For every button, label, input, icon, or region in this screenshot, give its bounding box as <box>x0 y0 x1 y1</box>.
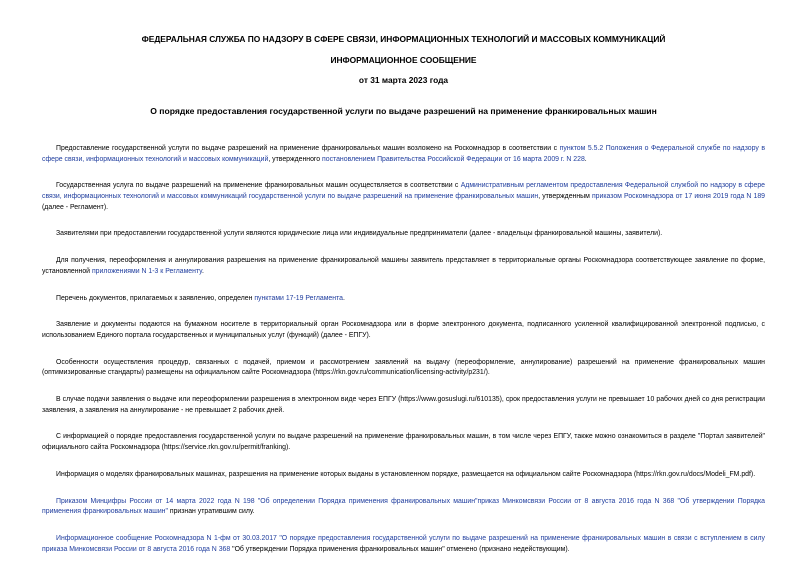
text: , утвержденным <box>538 192 592 200</box>
text: . <box>584 155 587 163</box>
paragraph-9 <box>42 432 765 453</box>
text: Заявителями при предоставлении государственной услуги являются юридические лица или индивидуальные предприниматели (далее - владельцы франкировальной машины, заявители). <box>56 230 663 238</box>
paragraph-11 <box>42 497 765 518</box>
paragraph-3 <box>42 229 765 240</box>
text: Государственная услуга по выдаче разрешений на применение франкировальных машин осуществляется в соответствии с <box>56 182 461 190</box>
link-rkn-order-189[interactable]: приказом Роскомнадзора от 17 июня 2019 года N 189 <box>591 192 766 200</box>
link-administrative-regulation[interactable]: Административным регламентом предоставления Федеральной службой по надзору в сфере связи, информационных технологий и массовых коммуникаций государственной услуги по выдаче разрешений на применение франкировальных машин <box>42 182 765 200</box>
link-regulation-clause[interactable]: пунктом 5.5.2 Положения о Федеральной службе по надзору в сфере связи, информационных технологий и массовых коммуникаций <box>42 145 765 163</box>
text: Предоставление государственной услуги по выдаче разрешений на применение франкировальных машин возложено на Роскомнадзор в соответствии с <box>56 145 560 152</box>
link-mintsifry-order[interactable]: Приказом Минцифры России от 14 марта 2022 года N 198 "Об определении Порядка применения франкировальных машин" <box>56 497 478 505</box>
text: Для получения, переоформления и аннулирования разрешения на применение франкировальной машины заявитель представляет в территориальные органы Роскомнадзора соответствующее заявление по форме, установленной <box>42 257 765 275</box>
text: С информацией о порядке предоставления государственной услуги по выдаче разрешений на применение франкировальных машин, в том числе через ЕПГУ, также можно ознакомиться в разделе "Портал заявителей" официального сайта Роскомнадзора (https://service.rkn.gov.ru/permit/franking). <box>42 433 765 451</box>
text: , утвержденного <box>268 155 323 163</box>
text: Перечень документов, прилагаемых к заявлению, определен <box>56 294 255 302</box>
text: признан утратившим силу. <box>167 508 255 516</box>
text: Особенности осуществления процедур, связанных с подачей, приемом и рассмотрением заявлений на выдачу (переоформление, аннулирование) разрешений на применение франкировальных машин (оптимизированные стандарты) размещены на официальном сайте Роскомнадзора (https://rkn.gov.ru/communication/licensing-activity/p231/). <box>42 358 765 377</box>
document-date: от 31 марта 2023 года <box>358 75 449 85</box>
text: . <box>342 294 345 302</box>
paragraph-6 <box>42 320 765 341</box>
link-minkomsvyazi-order[interactable]: приказ Минкомсвязи России от 8 августа 2016 года N 368 "Об утверждении Порядка применения франкировальных машин" <box>42 497 765 516</box>
link-info-message[interactable]: Информационное сообщение Роскомнадзора N 1-фм от 30.03.2017 "О порядке предоставления государственной услуги по выдаче разрешений на применение франкировальных машин в связи с вступлением в силу приказа Минкомсвязи России от 8 августа 2016 года N 368 <box>42 534 765 553</box>
text: Заявление и документы подаются на бумажном носителе в территориальный орган Роскомнадзора или в форме электронного документа, подписанного усиленной квалифицированной электронной подписью, с использованием Единого портала государственных и муниципальных услуг (функций) (далее - ЕПГУ). <box>42 321 765 339</box>
agency-heading: ФЕДЕРАЛЬНАЯ СЛУЖБА ПО НАДЗОРУ В СФЕРЕ СВЯЗИ, ИНФОРМАЦИОННЫХ ТЕХНОЛОГИЙ И МАССОВЫХ КОММУНИКАЦИЙ <box>141 34 666 44</box>
paragraph-4 <box>42 256 765 277</box>
text: Информация о моделях франкировальных машинах, разрешения на применение которых выданы в установленном порядке, размещается на официальном сайте Роскомнадзора (https://rkn.gov.ru/docs/Modeli_FM.pdf). <box>56 470 756 478</box>
paragraph-8 <box>42 395 765 416</box>
document-type: ИНФОРМАЦИОННОЕ СООБЩЕНИЕ <box>330 55 477 65</box>
paragraph-5 <box>42 294 765 305</box>
document-body <box>42 144 765 555</box>
paragraph-2 <box>42 181 765 213</box>
text: (далее - Регламент). <box>42 203 109 211</box>
paragraph-1 <box>42 144 765 165</box>
text: В случае подачи заявления о выдаче или переоформлении разрешения в электронном виде через ЕПГУ (https://www.gosuslugi.ru/610135), срок предоставления услуги не превышает 10 рабочих дней со дня регистрации заявления, а заявления на аннулирование - не превышает 2 рабочих дней. <box>42 396 765 414</box>
link-government-decree[interactable]: постановлением Правительства Российской Федерации от 16 марта 2009 г. N 228 <box>322 155 585 163</box>
document-title: О порядке предоставления государственной услуги по выдаче разрешений на применение франкировальных машин <box>150 106 657 116</box>
paragraph-12 <box>42 534 765 555</box>
text: "Об утверждении Порядка применения франкировальных машин" отменено (признано недействующим). <box>230 545 570 553</box>
link-regulation-items[interactable]: пунктами 17-19 Регламента <box>254 294 343 302</box>
paragraph-10 <box>42 470 765 481</box>
text: . <box>201 267 204 275</box>
paragraph-7 <box>42 358 765 379</box>
link-appendices[interactable]: приложениями N 1-3 к Регламенту <box>91 267 202 275</box>
